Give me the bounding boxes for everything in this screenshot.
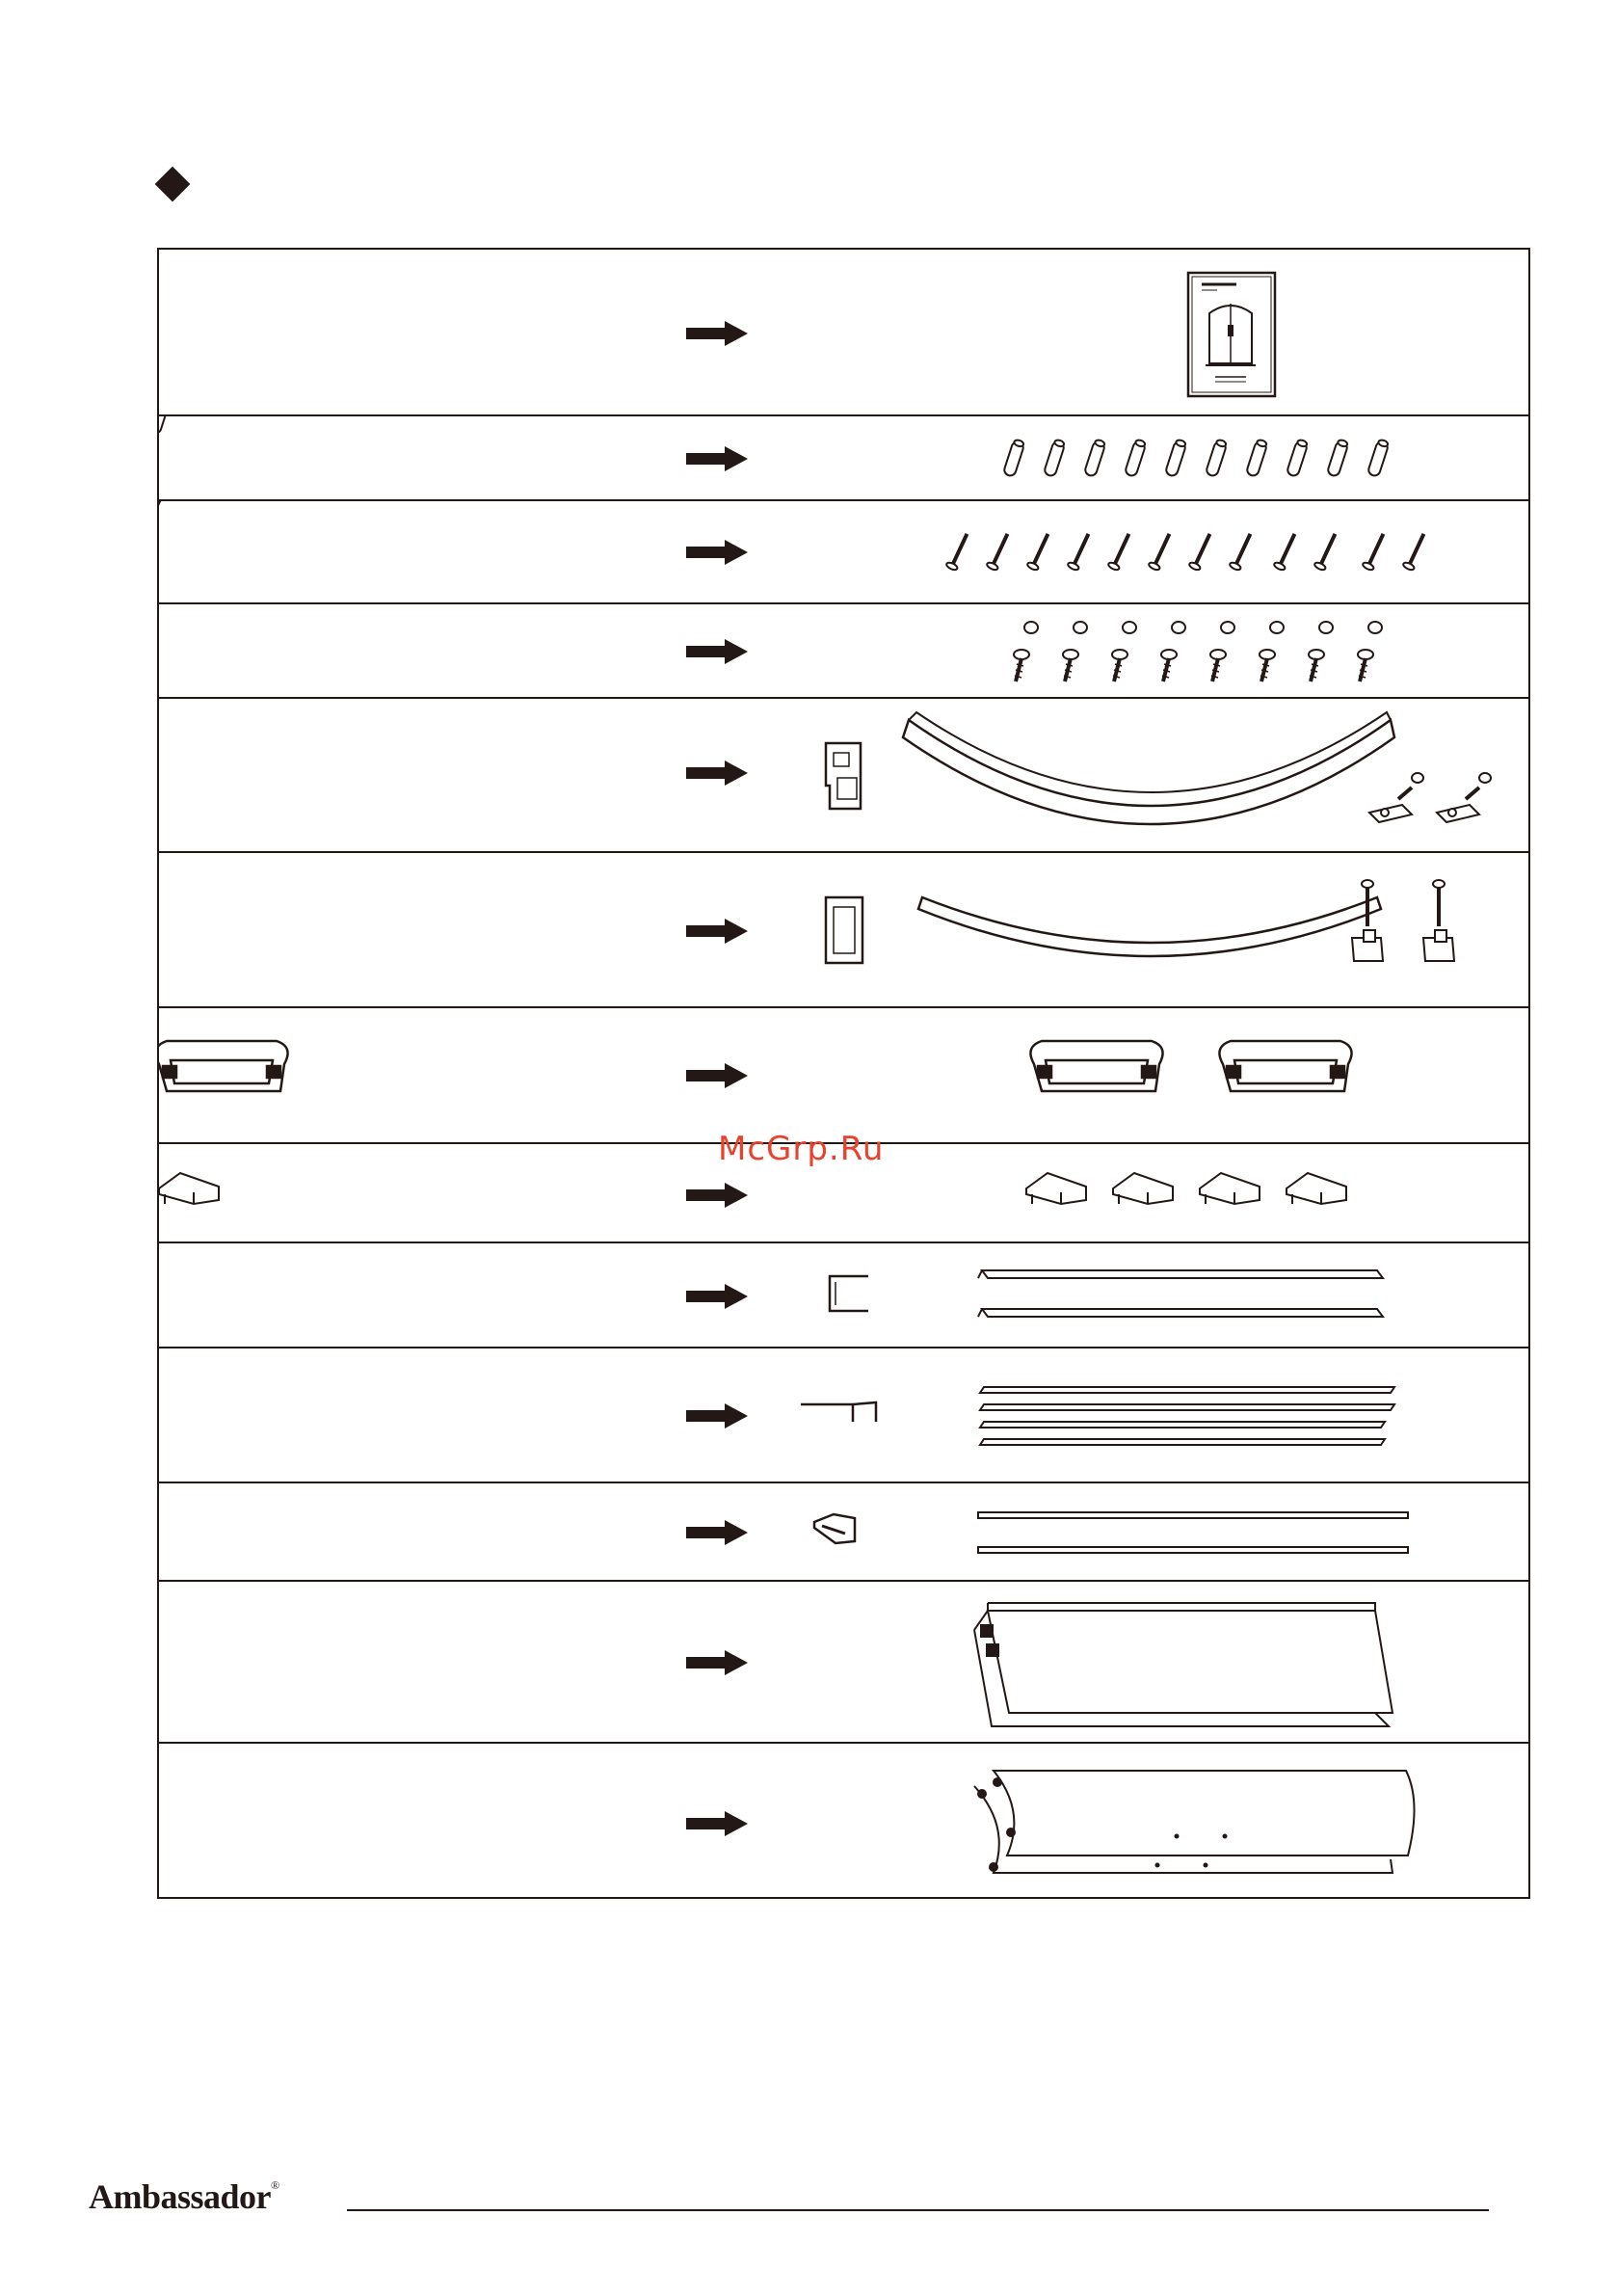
u-channel-profile-icon [159, 1243, 1532, 1348]
parts-row-u-channels [159, 1243, 1528, 1348]
footer-divider [347, 2209, 1489, 2211]
door-handle-icon [159, 1008, 1532, 1144]
parts-row-short-screws [159, 604, 1528, 699]
parts-row-long-screws [159, 501, 1528, 604]
flat-glass-panel-icon [159, 1582, 1532, 1744]
wall-plug-icon [159, 416, 1532, 501]
parts-list-table [157, 248, 1530, 1899]
watermark-text: McGrp.Ru [718, 1130, 885, 1168]
parts-row-magnetic-seals [159, 1483, 1528, 1582]
curved-frame-icon [159, 699, 1532, 853]
seal-strip-icon [159, 1348, 1532, 1483]
parts-row-wall-plugs [159, 416, 1528, 501]
parts-row-seal-strips [159, 1348, 1528, 1483]
screw-with-cap-icon [159, 604, 1532, 699]
parts-row-bottom-curved-frame [159, 853, 1528, 1008]
long-screw-icon [159, 501, 1532, 604]
parts-row-top-curved-frame [159, 699, 1528, 853]
brand-logo-text: Ambassador [89, 2177, 272, 2216]
brand-logo [89, 2176, 279, 2217]
instruction-manual-icon [159, 250, 1532, 416]
parts-row-flat-glass [159, 1582, 1528, 1744]
magnetic-seal-icon [159, 1483, 1532, 1582]
curved-base-frame-icon [159, 853, 1532, 1008]
parts-row-handles [159, 1008, 1528, 1144]
registered-mark: ® [271, 2178, 279, 2192]
section-bullet-icon [155, 167, 191, 202]
curved-glass-door-icon [159, 1744, 1532, 1901]
parts-row-curved-glass [159, 1744, 1528, 1901]
parts-row-manual [159, 250, 1528, 416]
